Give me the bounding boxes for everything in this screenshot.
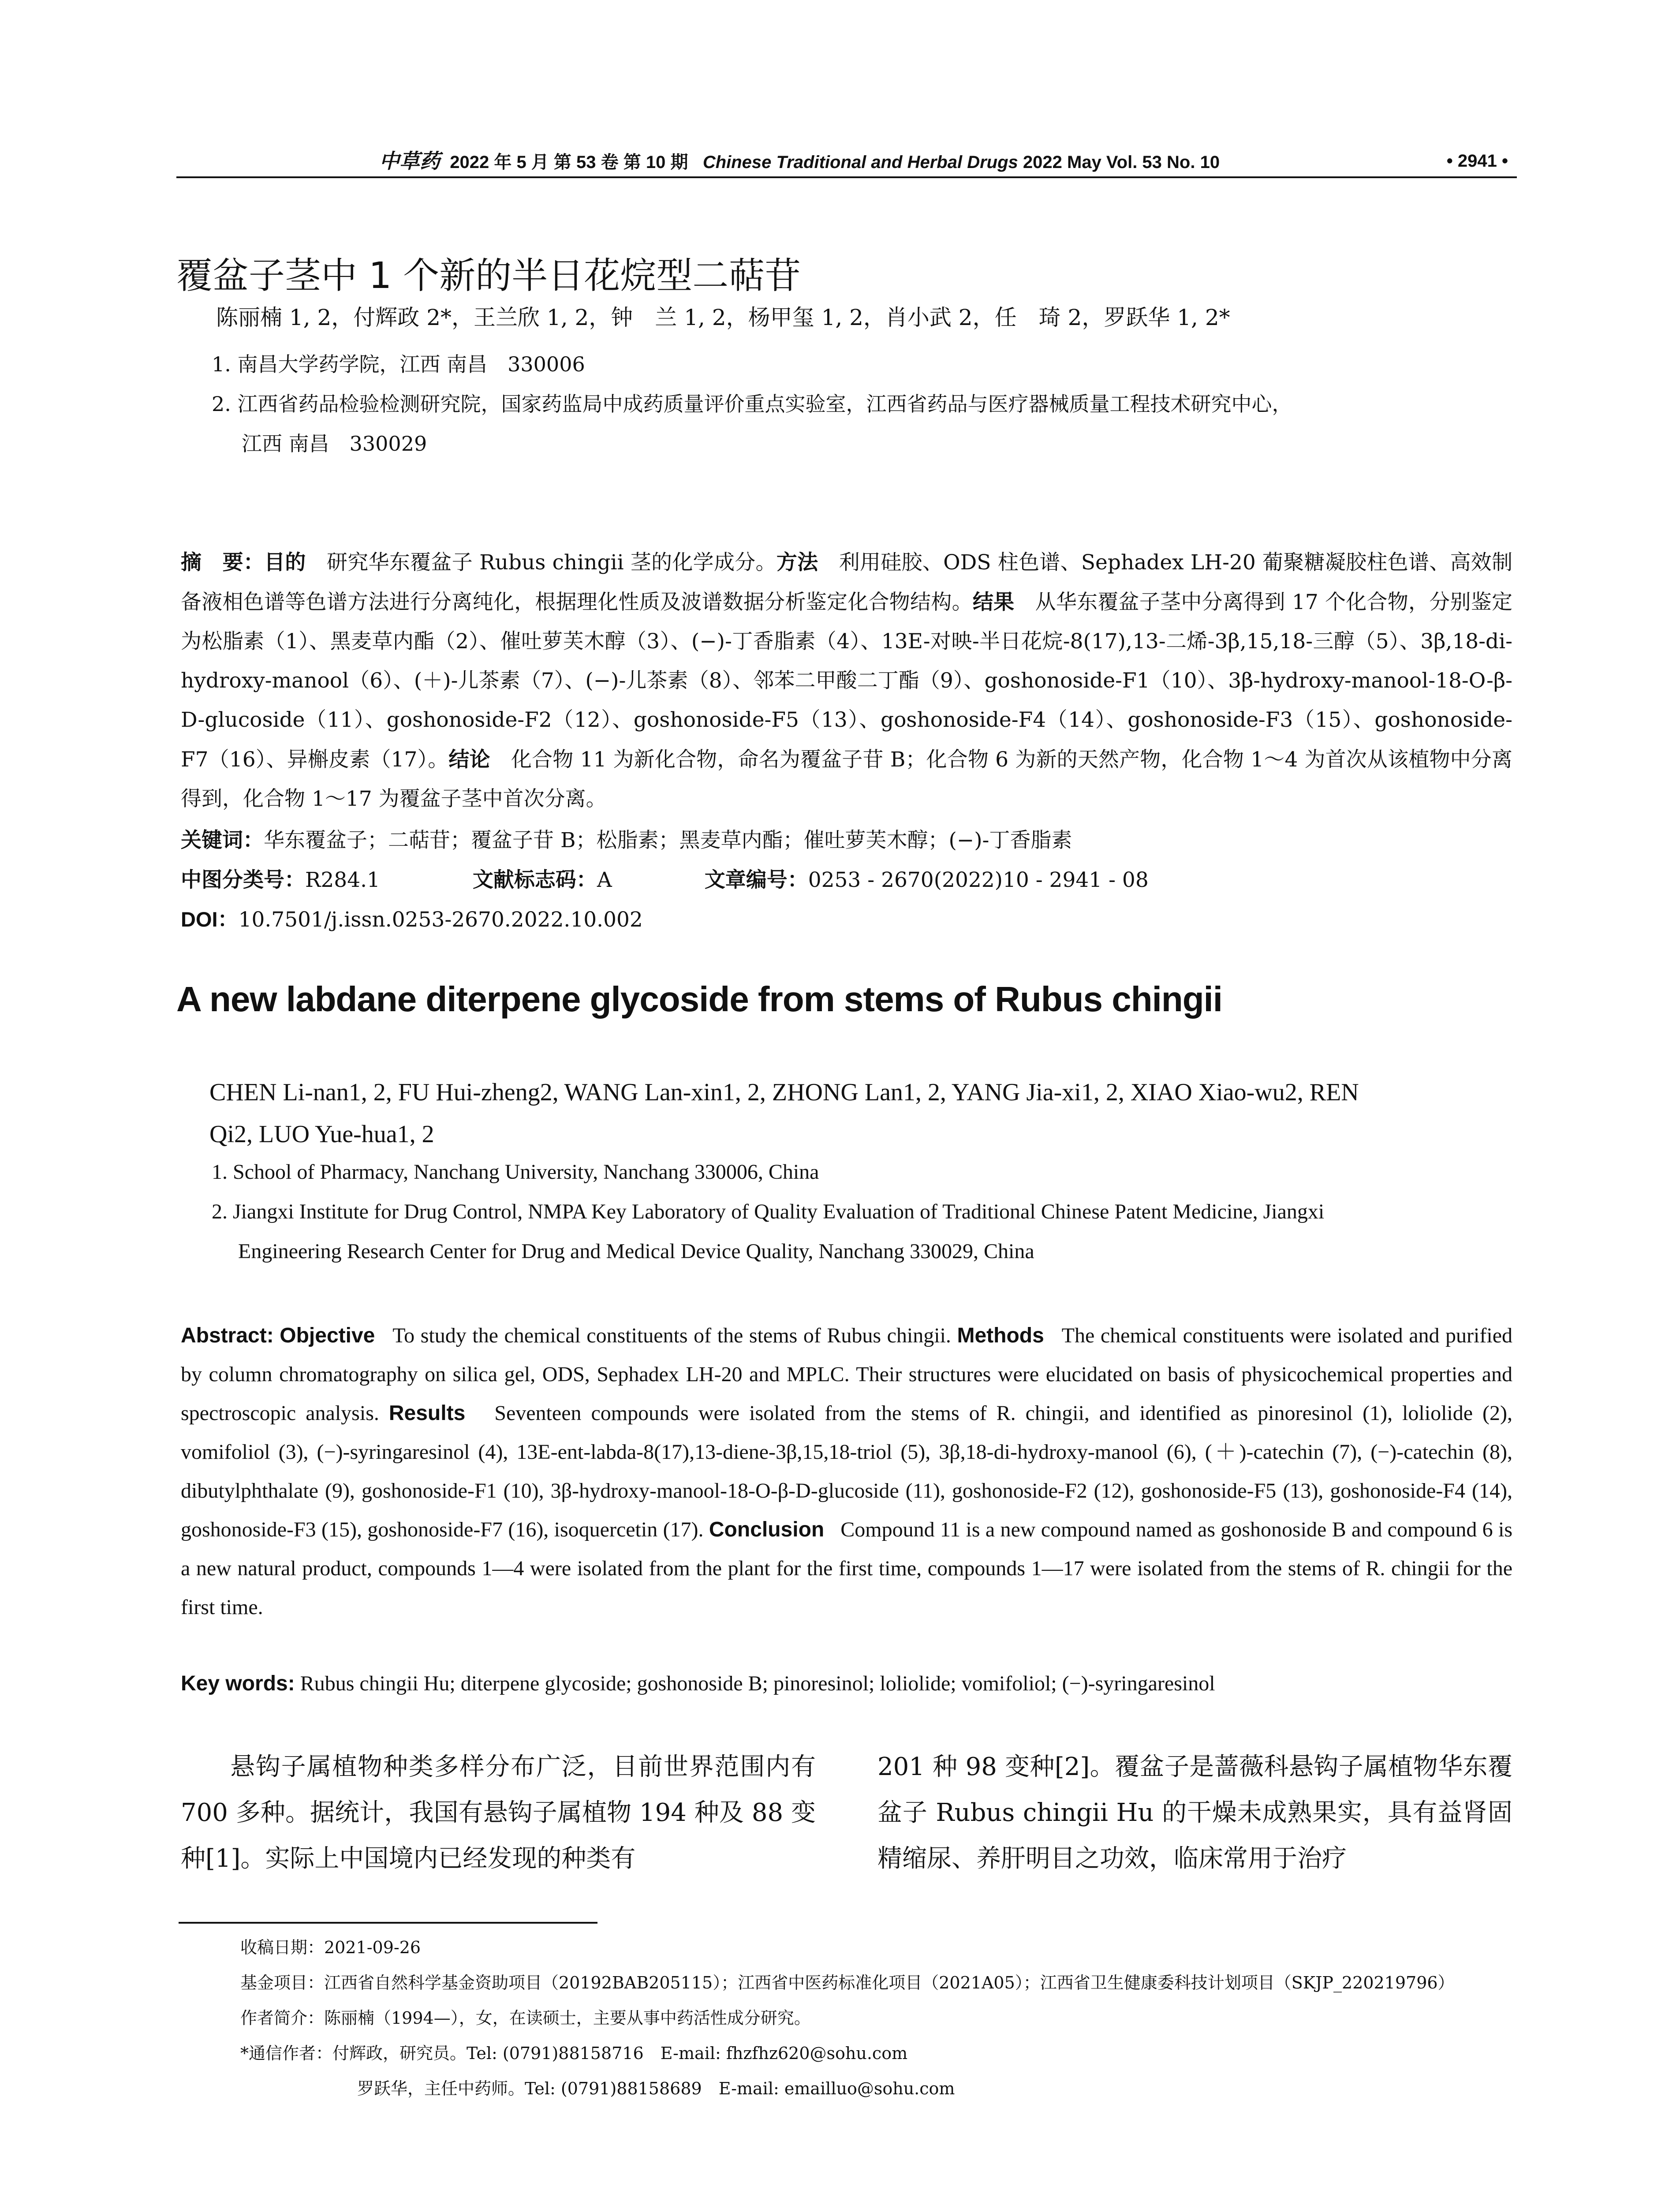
cn-affiliation-2-cont: 江西 南昌 330029	[242, 432, 427, 456]
cn-methods-label: 方法	[776, 550, 818, 574]
running-header	[176, 146, 1517, 178]
article-no-label: 文章编号：	[704, 868, 808, 891]
cn-affiliation-2: 2. 江西省药品检验检测研究院，国家药监局中成药质量评价重点实验室，江西省药品与医疗器械质量工程技术研究中心，	[212, 392, 1292, 416]
clc-value: R284.1	[305, 868, 380, 892]
cn-keywords-label: 关键词：	[181, 828, 264, 852]
cn-title: 覆盆子茎中 1 个新的半日花烷型二萜苷	[176, 255, 801, 297]
cn-keywords	[181, 820, 1512, 860]
journal-line	[379, 146, 1220, 178]
en-affiliation-2: 2. Jiangxi Institute for Drug Control, NMPA Key Laboratory of Quality Evaluation of Traditional Chinese Patent Medicine, Jiangxi	[212, 1200, 1325, 1223]
en-methods-text: The chemical constituents were isolated and purified by column chromatography on silica gel, ODS, Sephadex LH-20 and MPLC. Their structures were elucidated on basis of physicochemical properties and spectroscopic analysis.	[181, 1324, 1512, 1425]
footnote-corresponding-2: 罗跃华，主任中药师。Tel: (0791)88158689 E-mail: emailluo@sohu.com	[357, 2079, 955, 2098]
cn-conclusion-text: 化合物 11 为新化合物，命名为覆盆子苷 B；化合物 6 为新的天然产物，化合物 1～4 为首次从该植物中分离得到，化合物 1～17 为覆盆子茎中首次分离。	[181, 747, 1513, 811]
cn-keywords-text: 华东覆盆子；二萜苷；覆盆子苷 B；松脂素；黑麦草内酯；催吐萝芙木醇；(−)-丁香脂素	[264, 828, 1072, 852]
en-conclusion-text: Compound 11 is a new compound named as goshonoside B and compound 6 is a new natural product, compounds 1—4 were isolated from the plant for the first time, compounds 1—17 were isolated from the stems of R. chingii for the first time.	[181, 1518, 1513, 1619]
en-authors-line-2: Qi2, LUO Yue-hua1, 2	[209, 1121, 434, 1148]
en-authors	[209, 1072, 1515, 1155]
cn-affiliation-1: 1. 南昌大学药学院，江西 南昌 330006	[212, 352, 585, 376]
article-no-value: 0253 - 2670(2022)10 - 2941 - 08	[808, 868, 1149, 892]
en-affiliation-1: 1. School of Pharmacy, Nanchang University, Nanchang 330006, China	[212, 1160, 819, 1184]
en-abstract-label: Abstract:	[181, 1324, 274, 1347]
journal-name-en: Chinese Traditional and Herbal Drugs	[702, 153, 1018, 172]
en-affiliation-2-cont: Engineering Research Center for Drug and Medical Device Quality, Nanchang 330029, China	[238, 1240, 1034, 1263]
en-authors-line-1: CHEN Li-nan1, 2, FU Hui-zheng2, WANG Lan-xin1, 2, ZHONG Lan1, 2, YANG Jia-xi1, 2, XIAO Xiao-wu2, REN	[209, 1079, 1359, 1106]
en-results-text: Seventeen compounds were isolated from the stems of R. chingii, and identified as pinoresinol (1), loliolide (2), vomifoliol (3), (−)-syringaresinol (4), 13E-ent-labda-8(17),13-diene-3β,15,18-triol (5), 3β,18-di-hydroxy-manool (6), (＋)-catechin (7), (−)-catechin (8), dibutylphthalate (9), goshonoside-F1 (10), 3β-hydroxy-manool-18-O-β-D-glucoside (11), goshonoside-F2 (12), goshonoside-F5 (13), goshonoside-F4 (14), goshonoside-F3 (15), goshonoside-F7 (16), isoquercetin (17).	[181, 1401, 1513, 1541]
cn-conclusion-label: 结论	[448, 747, 490, 771]
en-keywords-text: Rubus chingii Hu; diterpene glycoside; goshonoside B; pinoresinol; loliolide; vomifoliol; (−)-syringaresinol	[300, 1672, 1215, 1695]
doccode-label: 文献标志码：	[472, 868, 597, 891]
doi-label: DOI：	[181, 908, 239, 931]
en-keywords-label: Key words:	[181, 1672, 295, 1695]
cn-objective-label: 目的	[264, 550, 306, 574]
en-objective-label: Objective	[280, 1324, 375, 1347]
footnote-rule	[179, 1922, 597, 1924]
footnote-received: 收稿日期：2021-09-26	[240, 1938, 421, 1957]
en-methods-label: Methods	[957, 1324, 1044, 1347]
issue-date-en: 2022 May Vol. 53 No. 10	[1023, 153, 1220, 172]
page-number: • 2941 •	[1446, 151, 1508, 171]
en-conclusion-label: Conclusion	[709, 1518, 825, 1541]
issue-date: 2022 年 5 月 第 53 卷 第 10 期	[450, 153, 688, 172]
body-column-1: 悬钩子属植物种类多样分布广泛，目前世界范围内有 700 多种。据统计，我国有悬钩子属植物 194 种及 88 变种[1]。实际上中国境内已经发现的种类有	[181, 1753, 816, 1873]
footnote-author: 作者简介：陈丽楠（1994—），女，在读硕士，主要从事中药活性成分研究。	[240, 2008, 811, 2028]
en-title: A new labdane diterpene glycoside from stems of Rubus chingii	[176, 979, 1223, 1019]
footnote-fund: 基金项目：江西省自然科学基金资助项目（20192BAB205115）；江西省中医药标准化项目（2021A05）；江西省卫生健康委科技计划项目（SKJP_220219796）	[240, 1973, 1455, 1992]
en-abstract	[181, 1316, 1512, 1627]
cn-abstract-label: 摘 要：	[181, 550, 265, 574]
cn-results-label: 结果	[972, 590, 1015, 613]
journal-logo: 中草药	[379, 149, 440, 173]
en-keywords	[181, 1671, 1215, 1696]
cn-abstract	[181, 542, 1512, 818]
cn-methods-text: 利用硅胶、ODS 柱色谱、Sephadex LH-20 葡聚糖凝胶柱色谱、高效制备液相色谱等色谱方法进行分离纯化，根据理化性质及波谱数据分析鉴定化合物结构。	[181, 550, 1513, 614]
cn-results-text: 从华东覆盆子茎中分离得到 17 个化合物，分别鉴定为松脂素（1）、黑麦草内酯（2）、催吐萝芙木醇（3）、(−)-丁香脂素（4）、13E-对映-半日花烷-8(17),13-二烯-3β,15,18-三醇（5）、3β,18-di-hydroxy-manool（6）、(＋)-儿茶素（7）、(−)-儿茶素（8）、邻苯二甲酸二丁酯（9）、goshonoside-F1（10）、3β-hydroxy-manool-18-O-β-D-glucoside（11）、goshonoside-F2（12）、goshonoside-F5（13）、goshonoside-F4（14）、goshonoside-F3（15）、goshonoside-F7（16）、异槲皮素（17）。	[181, 590, 1513, 772]
doi-line	[181, 900, 1512, 939]
footnote-corresponding-1: *通信作者：付辉政，研究员。Tel: (0791)88158716 E-mail: fhzfhz620@sohu.com	[240, 2044, 908, 2063]
en-objective-text: To study the chemical constituents of the stems of Rubus chingii.	[392, 1324, 951, 1347]
doccode-value: A	[597, 868, 612, 892]
cn-classification	[181, 860, 1512, 900]
cn-objective-text: 研究华东覆盆子 Rubus chingii 茎的化学成分。	[327, 550, 777, 575]
cn-authors: 陈丽楠 1, 2，付辉政 2*，王兰欣 1, 2，钟 兰 1, 2，杨甲玺 1, 2，肖小武 2，任 琦 2，罗跃华 1, 2*	[216, 305, 1230, 330]
body-column-2: 201 种 98 变种[2]。覆盆子是蔷薇科悬钩子属植物华东覆盆子 Rubus chingii Hu 的干燥未成熟果实，具有益肾固精缩尿、养肝明目之功效，临床常用于治疗	[877, 1753, 1512, 1873]
clc-label: 中图分类号：	[181, 868, 305, 891]
en-results-label: Results	[388, 1401, 466, 1425]
doi-link[interactable]: 10.7501/j.issn.0253-2670.2022.10.002	[238, 908, 643, 932]
